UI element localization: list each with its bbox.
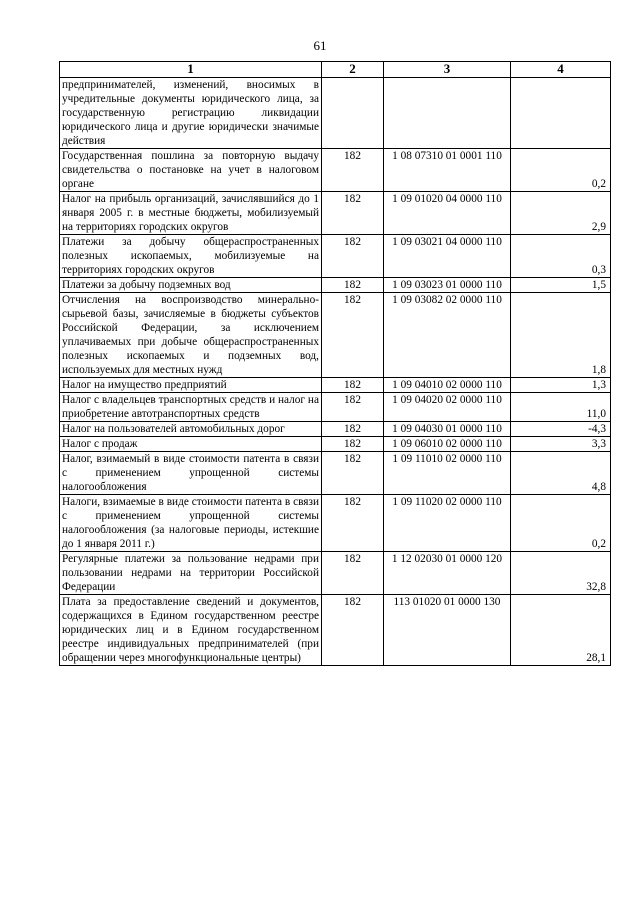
table-row (60, 422, 611, 437)
row-name: Налоги, взимаемые в виде стоимости патента в связи с применением упрощенной системы налогообложения (за налоговые периоды, истекшие до 1 января 2011 г.) (60, 495, 322, 552)
row-admin-code: 182 (322, 495, 384, 552)
row-admin-code: 182 (322, 149, 384, 192)
row-sum: 4,8 (511, 452, 611, 495)
row-sum (511, 78, 611, 149)
row-name: предпринимателей, изменений, вносимых в учредительные документы юридического лица, за государственную регистрацию ликвидации юридического лица и другие юридически значимые действия (60, 78, 322, 149)
table-row (60, 595, 611, 666)
row-sum: 0,2 (511, 149, 611, 192)
row-sum: 28,1 (511, 595, 611, 666)
row-admin-code (322, 78, 384, 149)
row-admin-code: 182 (322, 437, 384, 452)
row-name: Плата за предоставление сведений и документов, содержащихся в Едином государственном реестре юридических лиц и в Едином государственном реестре индивидуальных предпринимателей (при обращении через многофункциональные центры) (60, 595, 322, 666)
row-admin-code: 182 (322, 595, 384, 666)
row-sum: 1,5 (511, 278, 611, 293)
row-sum: 1,3 (511, 378, 611, 393)
table-row (60, 78, 611, 149)
row-name: Регулярные платежи за пользование недрами при пользовании недрами на территории Российской Федерации (60, 552, 322, 595)
row-budget-code: 1 08 07310 01 0001 110 (384, 149, 511, 192)
row-budget-code: 1 09 03021 04 0000 110 (384, 235, 511, 278)
row-name: Платежи за добычу общераспространенных полезных ископаемых, мобилизуемые на территориях городских округов (60, 235, 322, 278)
row-budget-code: 1 09 11020 02 0000 110 (384, 495, 511, 552)
row-admin-code: 182 (322, 278, 384, 293)
budget-table (59, 61, 611, 666)
row-admin-code: 182 (322, 293, 384, 378)
row-budget-code: 1 09 03023 01 0000 110 (384, 278, 511, 293)
row-sum: 0,3 (511, 235, 611, 278)
row-sum: -4,3 (511, 422, 611, 437)
table-row (60, 552, 611, 595)
table-row (60, 192, 611, 235)
column-header-3: 3 (384, 62, 511, 78)
row-admin-code: 182 (322, 235, 384, 278)
row-budget-code: 1 09 04030 01 0000 110 (384, 422, 511, 437)
row-budget-code: 1 09 01020 04 0000 110 (384, 192, 511, 235)
table-row (60, 495, 611, 552)
row-name: Налог с продаж (60, 437, 322, 452)
row-budget-code: 113 01020 01 0000 130 (384, 595, 511, 666)
row-name: Налог с владельцев транспортных средств и налог на приобретение автотранспортных средств (60, 393, 322, 422)
row-admin-code: 182 (322, 192, 384, 235)
row-name: Налог на пользователей автомобильных дорог (60, 422, 322, 437)
row-sum: 3,3 (511, 437, 611, 452)
row-budget-code: 1 09 03082 02 0000 110 (384, 293, 511, 378)
row-budget-code: 1 09 11010 02 0000 110 (384, 452, 511, 495)
row-name: Государственная пошлина за повторную выдачу свидетельства о постановке на учет в налоговом органе (60, 149, 322, 192)
row-name: Налог, взимаемый в виде стоимости патента в связи с применением упрощенной системы налогообложения (60, 452, 322, 495)
row-admin-code: 182 (322, 393, 384, 422)
row-budget-code (384, 78, 511, 149)
row-sum: 32,8 (511, 552, 611, 595)
column-header-2: 2 (322, 62, 384, 78)
table-row (60, 278, 611, 293)
row-budget-code: 1 09 04010 02 0000 110 (384, 378, 511, 393)
row-admin-code: 182 (322, 378, 384, 393)
row-sum: 2,9 (511, 192, 611, 235)
row-budget-code: 1 12 02030 01 0000 120 (384, 552, 511, 595)
row-sum: 0,2 (511, 495, 611, 552)
row-budget-code: 1 09 06010 02 0000 110 (384, 437, 511, 452)
row-sum: 1,8 (511, 293, 611, 378)
table-row (60, 149, 611, 192)
row-name: Налог на прибыль организаций, зачислявшийся до 1 января 2005 г. в местные бюджеты, мобилизуемый на территориях городских округов (60, 192, 322, 235)
table-row (60, 452, 611, 495)
row-admin-code: 182 (322, 452, 384, 495)
row-name: Налог на имущество предприятий (60, 378, 322, 393)
table-row (60, 235, 611, 278)
column-header-4: 4 (511, 62, 611, 78)
table-row (60, 293, 611, 378)
row-name: Отчисления на воспроизводство минерально-сырьевой базы, зачисляемые в бюджеты субъектов Российской Федерации, за исключением уплачиваемых при добыче общераспространенных полезных ископаемых и подземных вод, используемых для местных нужд (60, 293, 322, 378)
row-name: Платежи за добычу подземных вод (60, 278, 322, 293)
row-budget-code: 1 09 04020 02 0000 110 (384, 393, 511, 422)
row-admin-code: 182 (322, 422, 384, 437)
row-sum: 11,0 (511, 393, 611, 422)
header-row (60, 62, 611, 78)
table-row (60, 437, 611, 452)
table-row (60, 378, 611, 393)
table-row (60, 393, 611, 422)
row-admin-code: 182 (322, 552, 384, 595)
column-header-1: 1 (60, 62, 322, 78)
page-number: 61 (313, 38, 327, 53)
